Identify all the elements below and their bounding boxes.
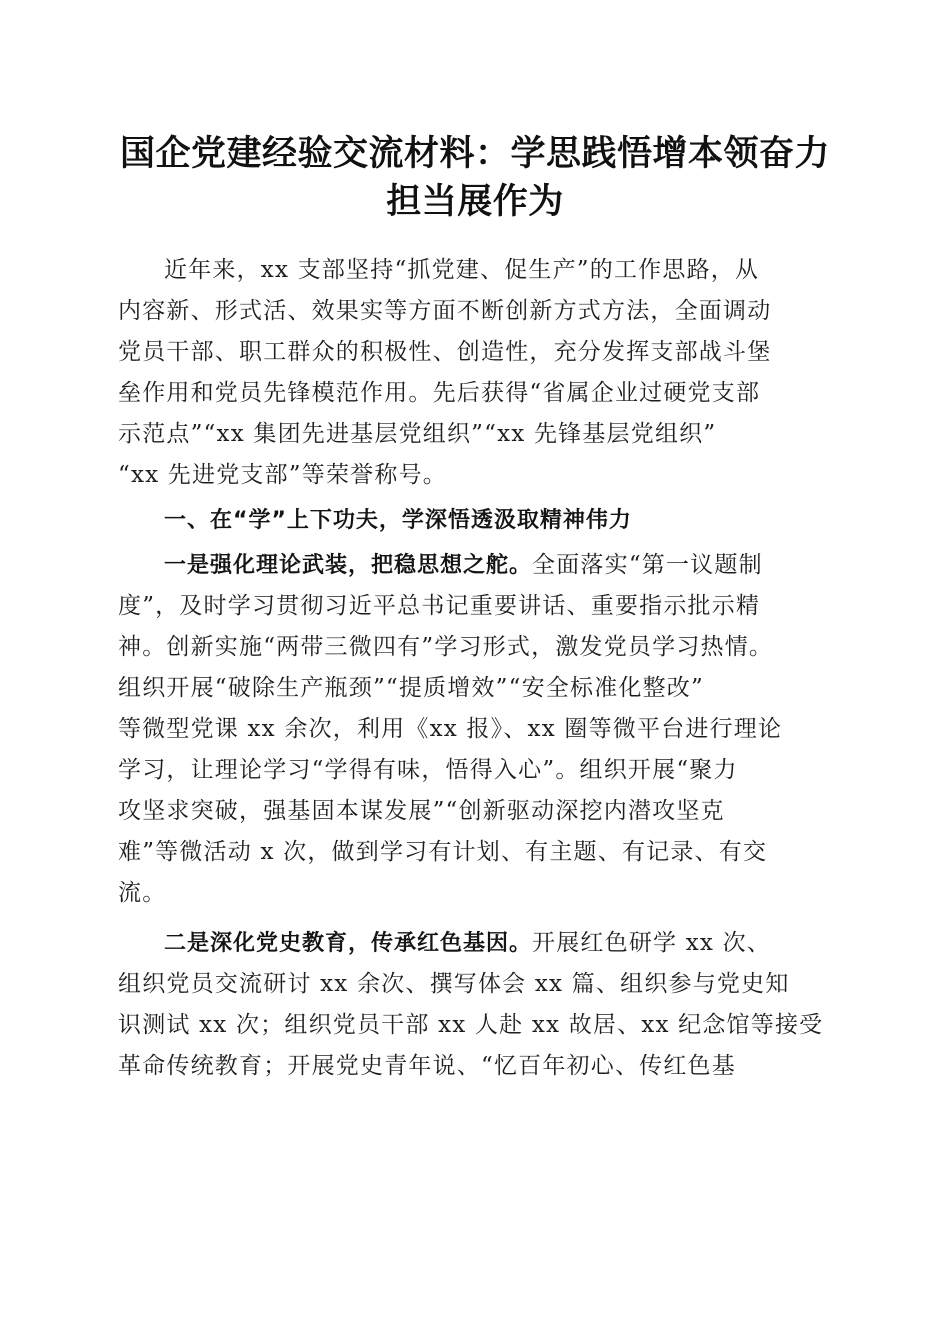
paragraph-2-line: 组织党员交流研讨 xx 余次、撰写体会 xx 篇、组织参与党史知 [118, 971, 790, 997]
section-1-heading: 一、在“学”上下功夫，学深悟透汲取精神伟力 [164, 508, 632, 533]
document-title [100, 130, 850, 226]
paragraph-1-line: 等微型党课 xx 余次，利用《xx 报》、xx 圈等微平台进行理论 [118, 716, 783, 742]
paragraph-2-first-line [118, 923, 830, 964]
intro-line: 内容新、形式活、效果实等方面不断创新方式方法，全面调动 [118, 298, 772, 324]
intro-line: 党员干部、职工群众的积极性、创造性，充分发挥支部战斗堡 [118, 339, 772, 365]
intro-paragraph [118, 250, 830, 496]
title-line-1: 国企党建经验交流材料：学思践悟增本领奋力 [119, 134, 830, 174]
paragraph-1-line: 度”，及时学习贯彻习近平总书记重要讲话、重要指示批示精 [118, 593, 761, 619]
paragraph-2 [118, 923, 830, 1087]
paragraph-1-line: 神。创新实施“两带三微四有”学习形式，激发党员学习热情。 [118, 634, 774, 660]
paragraph-1-line: 学习，让理论学习“学得有味，悟得入心”。组织开展“聚力 [118, 757, 738, 783]
paragraph-1-line: 组织开展“破除生产瓶颈”“提质增效”“安全标准化整改” [118, 675, 704, 701]
paragraph-2-line: 革命传统教育；开展党史青年说、“忆百年初心、传红色基 [118, 1053, 736, 1079]
title-line-2: 担当展作为 [386, 182, 564, 222]
paragraph-1-line: 攻坚求突破，强基固本谋发展”“创新驱动深挖内潜攻坚克 [118, 798, 725, 824]
paragraph-1-line: 流。 [118, 880, 167, 906]
paragraph-2-lead: 二是深化党史教育，传承红色基因。 [164, 931, 533, 956]
section-1 [118, 500, 830, 541]
intro-line: 示范点”“xx 集团先进基层党组织”“xx 先锋基层党组织” [118, 421, 717, 447]
paragraph-2-first-line-rest: 开展红色研学 xx 次、 [532, 930, 771, 956]
intro-line: 近年来，xx 支部坚持“抓党建、促生产”的工作思路，从 [164, 257, 760, 283]
paragraph-1-first-line-rest: 全面落实“第一议题制 [532, 552, 763, 578]
document-body [118, 250, 830, 1087]
paragraph-1 [118, 545, 830, 914]
intro-line: 垒作用和党员先锋模范作用。先后获得“省属企业过硬党支部 [118, 380, 761, 406]
paragraph-1-lead: 一是强化理论武装，把稳思想之舵。 [164, 553, 533, 578]
paragraph-1-first-line [118, 545, 830, 586]
paragraph-1-line: 难”等微活动 x 次，做到学习有计划、有主题、有记录、有交 [118, 839, 768, 865]
intro-line: “xx 先进党支部”等荣誉称号。 [118, 462, 447, 488]
paragraph-2-line: 识测试 xx 次；组织党员干部 xx 人赴 xx 故居、xx 纪念馆等接受 [118, 1012, 824, 1038]
